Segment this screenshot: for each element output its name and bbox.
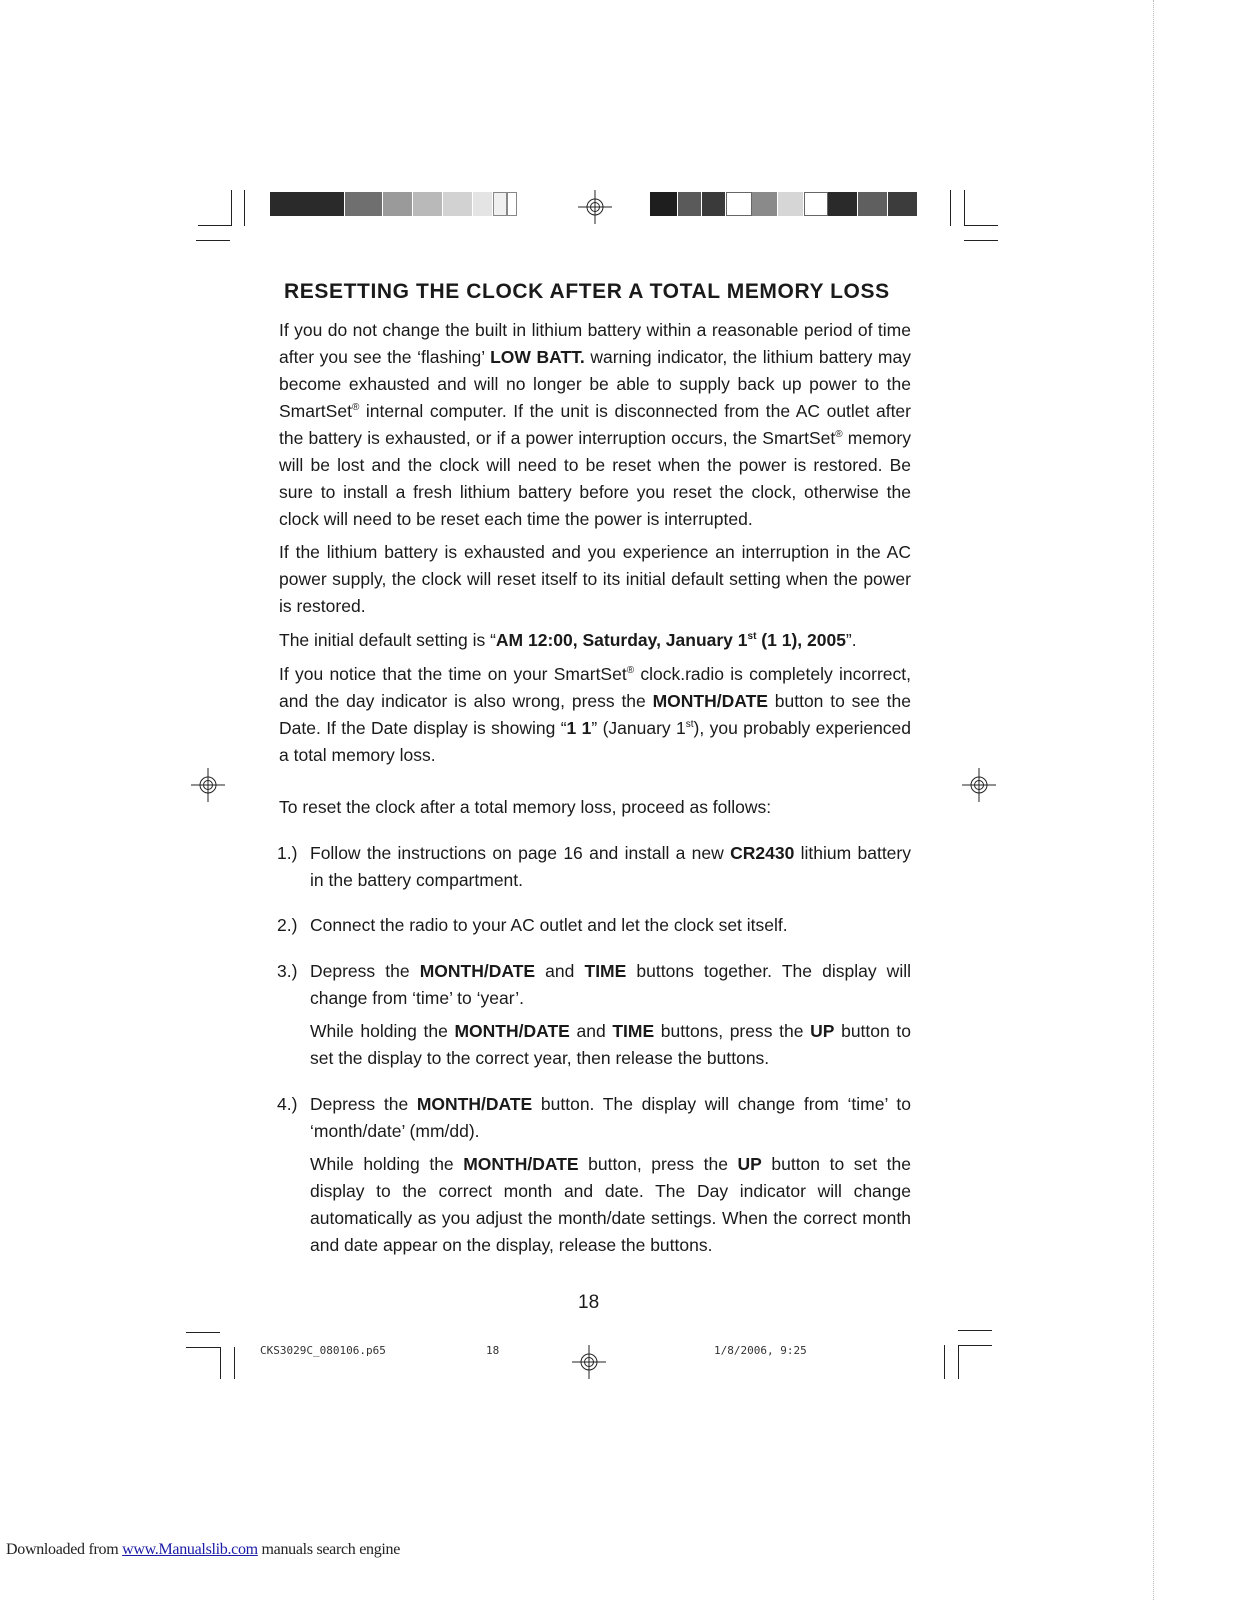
list-item: 3.) Depress the MONTH/DATE and TIME buttons together. The display will change from ‘time’ to ‘year’. While holding the MONTH/DATE and TIME buttons, press the UP button to set the display to the correct year, then release the buttons. xyxy=(277,961,911,1068)
list-item: 1.) Follow the instructions on page 16 and install a new CR2430 lithium battery in the battery compartment. xyxy=(277,843,911,890)
paragraph-default-setting: The initial default setting is “AM 12:00, Saturday, January 1st (1 1), 2005”. xyxy=(279,630,857,650)
crop-mark xyxy=(198,225,231,226)
download-footer: Downloaded from www.Manualslib.com manuals search engine xyxy=(6,1541,401,1558)
crop-mark xyxy=(231,190,232,226)
paragraph-proceed: To reset the clock after a total memory loss, proceed as follows: xyxy=(279,797,772,817)
crop-mark xyxy=(234,1347,235,1379)
registration-mark-icon xyxy=(572,1345,606,1379)
slug-datetime: 1/8/2006, 9:25 xyxy=(714,1344,807,1357)
slug-page: 18 xyxy=(486,1344,500,1357)
crop-mark xyxy=(958,1345,992,1346)
manualslib-link[interactable]: www.Manualslib.com xyxy=(122,1541,258,1558)
list-item: 2.) Connect the radio to your AC outlet and let the clock set itself. xyxy=(277,915,788,935)
registration-mark-icon xyxy=(578,190,612,224)
crop-mark xyxy=(220,1347,221,1379)
list-item: 4.) Depress the MONTH/DATE button. The display will change from ‘time’ to ‘month/date’ (mm/dd). While holding the MONTH/DATE button, press the UP button to set the display to the correct month and date. The Day indicator will change automatically as you adjust the month/date settings. When the correct month and date appear on the display, release the buttons. xyxy=(277,1094,911,1255)
crop-mark xyxy=(186,1332,220,1333)
color-bar-right xyxy=(650,192,918,216)
crop-mark xyxy=(964,190,965,226)
registration-mark-icon xyxy=(191,768,225,802)
paragraph-battery: If you do not change the built in lithium battery within a reasonable period of time after you see the ‘flashing’ LOW BATT. warning indicator, the lithium battery may become exhausted and will no longer be able to supply back up power to the SmartSet® internal computer. If the unit is disconnected from the AC outlet after the battery is exhausted, or if a power interruption occurs, the SmartSet® memory will be lost and the clock will need to be reset when the power is restored. Be sure to install a fresh lithium battery before you reset the clock, otherwise the clock will need to be reset each time the power is interrupted. xyxy=(279,320,912,529)
paragraph-power-interruption: If the lithium battery is exhausted and you experience an interruption in the AC power supply, the clock will reset itself to its initial default setting when the power is restored. xyxy=(279,542,911,616)
crop-mark xyxy=(964,240,998,241)
registration-mark-icon xyxy=(962,768,996,802)
paragraph-memory-loss-check: If you notice that the time on your SmartSet® clock.radio is completely incorrect, and the day indicator is also wrong, press the MONTH/DATE button to see the Date. If the Date display is showing “1 1” (January 1st), you probably experienced a total memory loss. xyxy=(279,664,912,765)
crop-mark xyxy=(186,1347,220,1348)
crop-mark xyxy=(958,1345,959,1379)
crop-mark xyxy=(950,190,951,226)
crop-mark xyxy=(196,240,230,241)
slug-filename: CKS3029C_080106.p65 xyxy=(260,1344,386,1357)
color-bar-left xyxy=(270,192,517,216)
crop-mark xyxy=(244,190,245,226)
page-number: 18 xyxy=(578,1292,600,1313)
crop-mark xyxy=(958,1330,992,1331)
page-title: RESETTING THE CLOCK AFTER A TOTAL MEMORY LOSS xyxy=(284,280,890,303)
crop-mark xyxy=(964,225,998,226)
crop-mark xyxy=(944,1345,945,1379)
scan-edge xyxy=(1153,0,1155,1600)
